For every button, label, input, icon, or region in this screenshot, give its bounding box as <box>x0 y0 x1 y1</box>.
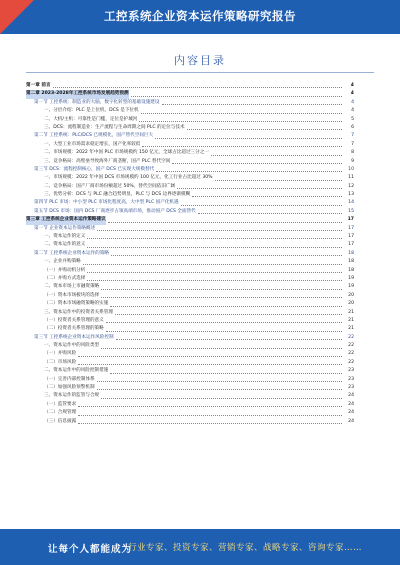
toc-entry[interactable] <box>26 208 354 216</box>
toc-entry-page: 22 <box>348 359 354 365</box>
toc-entry-text: 三、优势分析：DCS 与 PLC 融合趋势明显，PLC 与 DCS 边界逐渐模糊 <box>44 192 191 198</box>
toc-leader-dots <box>87 272 342 273</box>
toc-entry-text: （一）并购动机分析 <box>44 267 86 273</box>
toc-entry-text: 第二节 工控系统企业资本运作的策略 <box>34 250 109 256</box>
toc-entry-page: 18 <box>348 267 354 273</box>
toc-entry-text: 三、DCS：流程制造业：生产流程与生命周期之间 PLC 的定位与技术 <box>44 124 185 130</box>
toc-leader-dots <box>187 129 342 130</box>
toc-entry[interactable] <box>26 283 354 291</box>
toc-entry[interactable] <box>26 174 354 182</box>
toc-entry-text: （一）完善内部控制体系 <box>44 376 95 382</box>
toc-entry-page: 23 <box>348 376 354 382</box>
toc-entry-text: 第一节 工控系统：制造业的大脑，数字化转型的基础设施建设 <box>34 99 160 105</box>
toc-entry-page: 18 <box>348 250 354 256</box>
toc-entry-text: 三、资本运作中的投资者关系管理 <box>44 309 113 315</box>
toc-entry[interactable] <box>26 275 354 283</box>
toc-entry-text: （一）投资者关系管理的意义 <box>44 317 104 323</box>
toc-leader-dots <box>142 146 342 147</box>
toc-entry[interactable] <box>26 267 354 275</box>
toc-entry-page: 17 <box>347 217 354 223</box>
toc-leader-dots <box>78 415 342 416</box>
toc-leader-dots <box>155 138 342 139</box>
toc-leader-dots <box>97 381 342 382</box>
toc-entry-text: 三、竞争格局：高壁垒导致海外厂商垄断，国产 PLC 替代空间 <box>44 158 171 164</box>
toc-leader-dots <box>111 255 342 256</box>
toc-entry-text: （一）监管要求 <box>44 401 77 407</box>
toc-leader-dots <box>192 196 342 197</box>
toc-entry-text: （二）并购方式选择 <box>44 275 86 281</box>
toc-leader-dots <box>106 331 342 332</box>
toc-leader-dots <box>78 356 342 357</box>
toc-entry-page: 24 <box>348 410 354 416</box>
report-title: 工控系统企业资本运作策略研究报告 <box>104 9 296 23</box>
toc-entry[interactable] <box>26 317 354 325</box>
toc-entry[interactable] <box>26 342 354 350</box>
toc-leader-dots <box>156 171 342 172</box>
toc-entry[interactable] <box>26 392 354 400</box>
toc-entry-text: 二、大机/主机：可靠性是门槛，定位是护城河 <box>44 116 138 122</box>
toc-entry-page: 21 <box>348 326 354 332</box>
toc-entry-page: 24 <box>348 401 354 407</box>
toc-entry[interactable] <box>26 99 354 107</box>
toc-entry[interactable] <box>26 241 354 249</box>
table-of-contents <box>26 82 354 426</box>
toc-entry-text: （二）合规管理 <box>44 410 77 416</box>
toc-leader-dots <box>172 163 342 164</box>
toc-entry-page: 24 <box>348 418 354 424</box>
toc-entry-page: 8 <box>351 150 354 156</box>
toc-entry-text: 第五节 DCS 市场：国内 DCS 厂商逐步占领高端市场，推动国产 DCS 全面替代 <box>34 208 196 214</box>
toc-entry-page: 22 <box>348 343 354 349</box>
toc-entry-page: 15 <box>348 208 354 214</box>
toc-leader-dots <box>215 180 342 181</box>
toc-entry-text: 二、竞争格局：国产厂商市场份额超过 50%，替代空间依旧广阔 <box>44 183 176 189</box>
toc-entry-page: 4 <box>350 91 354 97</box>
toc-entry-text: 二、资本运作中的风险控制措施 <box>44 368 109 374</box>
toc-leader-dots <box>181 205 342 206</box>
toc-entry-text: （一）并购风险 <box>44 351 77 357</box>
toc-entry-text: （二）资本市场融资策略的实施 <box>44 301 109 307</box>
toc-entry[interactable] <box>26 149 354 157</box>
toc-leader-dots <box>101 289 342 290</box>
toc-leader-dots <box>106 322 342 323</box>
toc-entry-text: 一、大型工业市场需求稳定增长，国产化率较低 <box>44 141 141 147</box>
toc-entry-page: 18 <box>348 259 354 265</box>
toc-entry-page: 23 <box>348 368 354 374</box>
toc-entry-text: （二）市场风险 <box>44 359 77 365</box>
toc-leader-dots <box>116 339 342 340</box>
toc-entry-page: 19 <box>348 275 354 281</box>
toc-entry[interactable] <box>26 376 354 384</box>
toc-leader-dots <box>97 230 342 231</box>
toc-entry-page: 4 <box>350 82 354 88</box>
toc-entry-text: 第一章 前言 <box>26 82 51 88</box>
toc-leader-dots <box>53 87 342 88</box>
toc-entry-text: 第四节 PLC 市场：中小型 PLC 市场化程度高，大中型 PLC 国产化机遇 <box>34 200 179 206</box>
toc-entry-text: （三）信息披露 <box>44 418 77 424</box>
toc-entry-page: 19 <box>348 284 354 290</box>
report-header <box>0 0 400 34</box>
toc-divider <box>26 72 374 73</box>
toc-entry[interactable] <box>26 367 354 375</box>
toc-entry[interactable] <box>26 225 354 233</box>
toc-entry[interactable] <box>26 107 354 115</box>
toc-entry-text: （一）资本市场板块的选择 <box>44 292 100 298</box>
toc-entry-text: 三、资本运作的监管与合规 <box>44 393 100 399</box>
toc-entry[interactable] <box>26 216 354 224</box>
toc-entry-text: 一、市场规模：2022 年中国 DCS 市场规模约 100 亿元，化工行业占比超过 30% <box>44 175 213 181</box>
toc-leader-dots <box>162 104 343 105</box>
footer-brand: 让每个人都能成为 <box>48 544 133 555</box>
toc-entry-text: 第一节 企业资本运作策略概述 <box>34 225 96 231</box>
toc-entry[interactable] <box>26 334 354 342</box>
toc-entry[interactable] <box>26 292 354 300</box>
toc-leader-dots <box>198 213 342 214</box>
toc-entry-page: 22 <box>348 351 354 357</box>
toc-entry[interactable] <box>26 233 354 241</box>
toc-entry[interactable] <box>26 401 354 409</box>
toc-entry-page: 11 <box>348 175 354 181</box>
toc-leader-dots <box>87 280 342 281</box>
toc-entry-page: 17 <box>348 242 354 248</box>
toc-entry[interactable] <box>26 384 354 392</box>
toc-entry[interactable] <box>26 116 354 124</box>
toc-entry[interactable] <box>26 90 354 98</box>
toc-leader-dots <box>110 373 342 374</box>
toc-entry[interactable] <box>26 325 354 333</box>
toc-entry-page: 17 <box>348 234 354 240</box>
toc-leader-dots <box>177 188 342 189</box>
toc-entry-page: 20 <box>348 292 354 298</box>
toc-entry-page: 6 <box>351 124 354 130</box>
toc-entry-page: 9 <box>351 158 354 164</box>
toc-entry-text: 二、市场规模：2022 年中国 PLC 市场规模约 150 亿元，全球占比超过三分之一 <box>44 150 209 156</box>
toc-leader-dots <box>139 121 342 122</box>
toc-leader-dots <box>101 297 342 298</box>
toc-entry-page: 5 <box>351 116 354 122</box>
toc-entry-text: 二、资本市场上市融资策略 <box>44 284 100 290</box>
toc-entry-page: 10 <box>348 166 354 172</box>
page-footer <box>0 529 400 565</box>
toc-entry-page: 7 <box>351 133 354 139</box>
toc-leader-dots <box>87 238 342 239</box>
toc-entry[interactable] <box>26 199 354 207</box>
toc-entry-page: 17 <box>348 225 354 231</box>
toc-leader-dots <box>101 348 342 349</box>
toc-entry-text: 第二章 2023-2028年工控系统市场发展趋势预测 <box>26 90 129 98</box>
toc-entry[interactable] <box>26 82 354 90</box>
toc-entry[interactable] <box>26 183 354 191</box>
toc-entry[interactable] <box>26 359 354 367</box>
toc-entry-page: 20 <box>348 301 354 307</box>
toc-entry-text: 一、分层介绍：PLC 是上位机，DCS 是下位机 <box>44 108 139 114</box>
toc-entry[interactable] <box>26 124 354 132</box>
toc-entry-text: 第三节 DCS：流程控制核心，国产 DCS 已实现大规模替代 <box>34 166 155 172</box>
toc-leader-dots <box>110 306 342 307</box>
toc-entry[interactable] <box>26 351 354 359</box>
footer-slogan: 行业专家、投资专家、营销专家、战略专家、咨询专家…… <box>128 543 363 553</box>
toc-entry-page: 24 <box>348 393 354 399</box>
toc-leader-dots <box>78 423 342 424</box>
toc-entry-page: 13 <box>348 192 354 198</box>
toc-entry-page: 23 <box>348 385 354 391</box>
toc-entry[interactable] <box>26 418 354 426</box>
toc-leader-dots <box>211 155 342 156</box>
toc-leader-dots <box>97 389 342 390</box>
toc-leader-dots <box>78 406 342 407</box>
toc-entry[interactable] <box>26 309 354 317</box>
toc-entry-text: 第三章 工控系统企业资本运作策略建议 <box>26 216 106 224</box>
toc-leader-dots <box>87 247 342 248</box>
toc-entry[interactable] <box>26 158 354 166</box>
toc-leader-dots <box>131 96 342 97</box>
toc-entry-text: 第三节 工控系统企业资本运作风险控制 <box>34 334 114 340</box>
toc-leader-dots <box>141 113 342 114</box>
toc-entry[interactable] <box>26 250 354 258</box>
toc-leader-dots <box>101 398 342 399</box>
toc-entry-text: 一、资本运作中的风险类型 <box>44 343 100 349</box>
toc-entry-page: 4 <box>351 108 354 114</box>
toc-entry-text: 二、资本运作的意义 <box>44 242 86 248</box>
toc-entry-text: （二）投资者关系管理的策略 <box>44 326 104 332</box>
toc-entry-page: 22 <box>348 334 354 340</box>
toc-entry-page: 21 <box>348 317 354 323</box>
toc-entry-text: 第二节 工控系统：PLC/DCS 已规模化，国产替代空间巨大 <box>34 133 154 139</box>
toc-entry[interactable] <box>26 300 354 308</box>
toc-leader-dots <box>78 364 342 365</box>
toc-entry[interactable] <box>26 409 354 417</box>
toc-entry-text: 一、企业并购策略 <box>44 259 81 265</box>
toc-entry[interactable] <box>26 141 354 149</box>
toc-leader-dots <box>115 314 342 315</box>
toc-heading: 内容目录 <box>174 54 226 67</box>
toc-entry[interactable] <box>26 191 354 199</box>
toc-entry-text: （二）加强风险预警机制 <box>44 385 95 391</box>
toc-entry[interactable] <box>26 166 354 174</box>
toc-entry-page: 14 <box>348 200 354 206</box>
toc-entry-page: 21 <box>348 309 354 315</box>
toc-entry-page: 12 <box>348 183 354 189</box>
toc-entry[interactable] <box>26 132 354 140</box>
toc-entry-page: 7 <box>351 141 354 147</box>
toc-leader-dots <box>83 264 342 265</box>
toc-entry-text: 一、资本运作的定义 <box>44 234 86 240</box>
toc-entry[interactable] <box>26 258 354 266</box>
toc-entry-page: 4 <box>351 99 354 105</box>
toc-leader-dots <box>108 222 342 223</box>
